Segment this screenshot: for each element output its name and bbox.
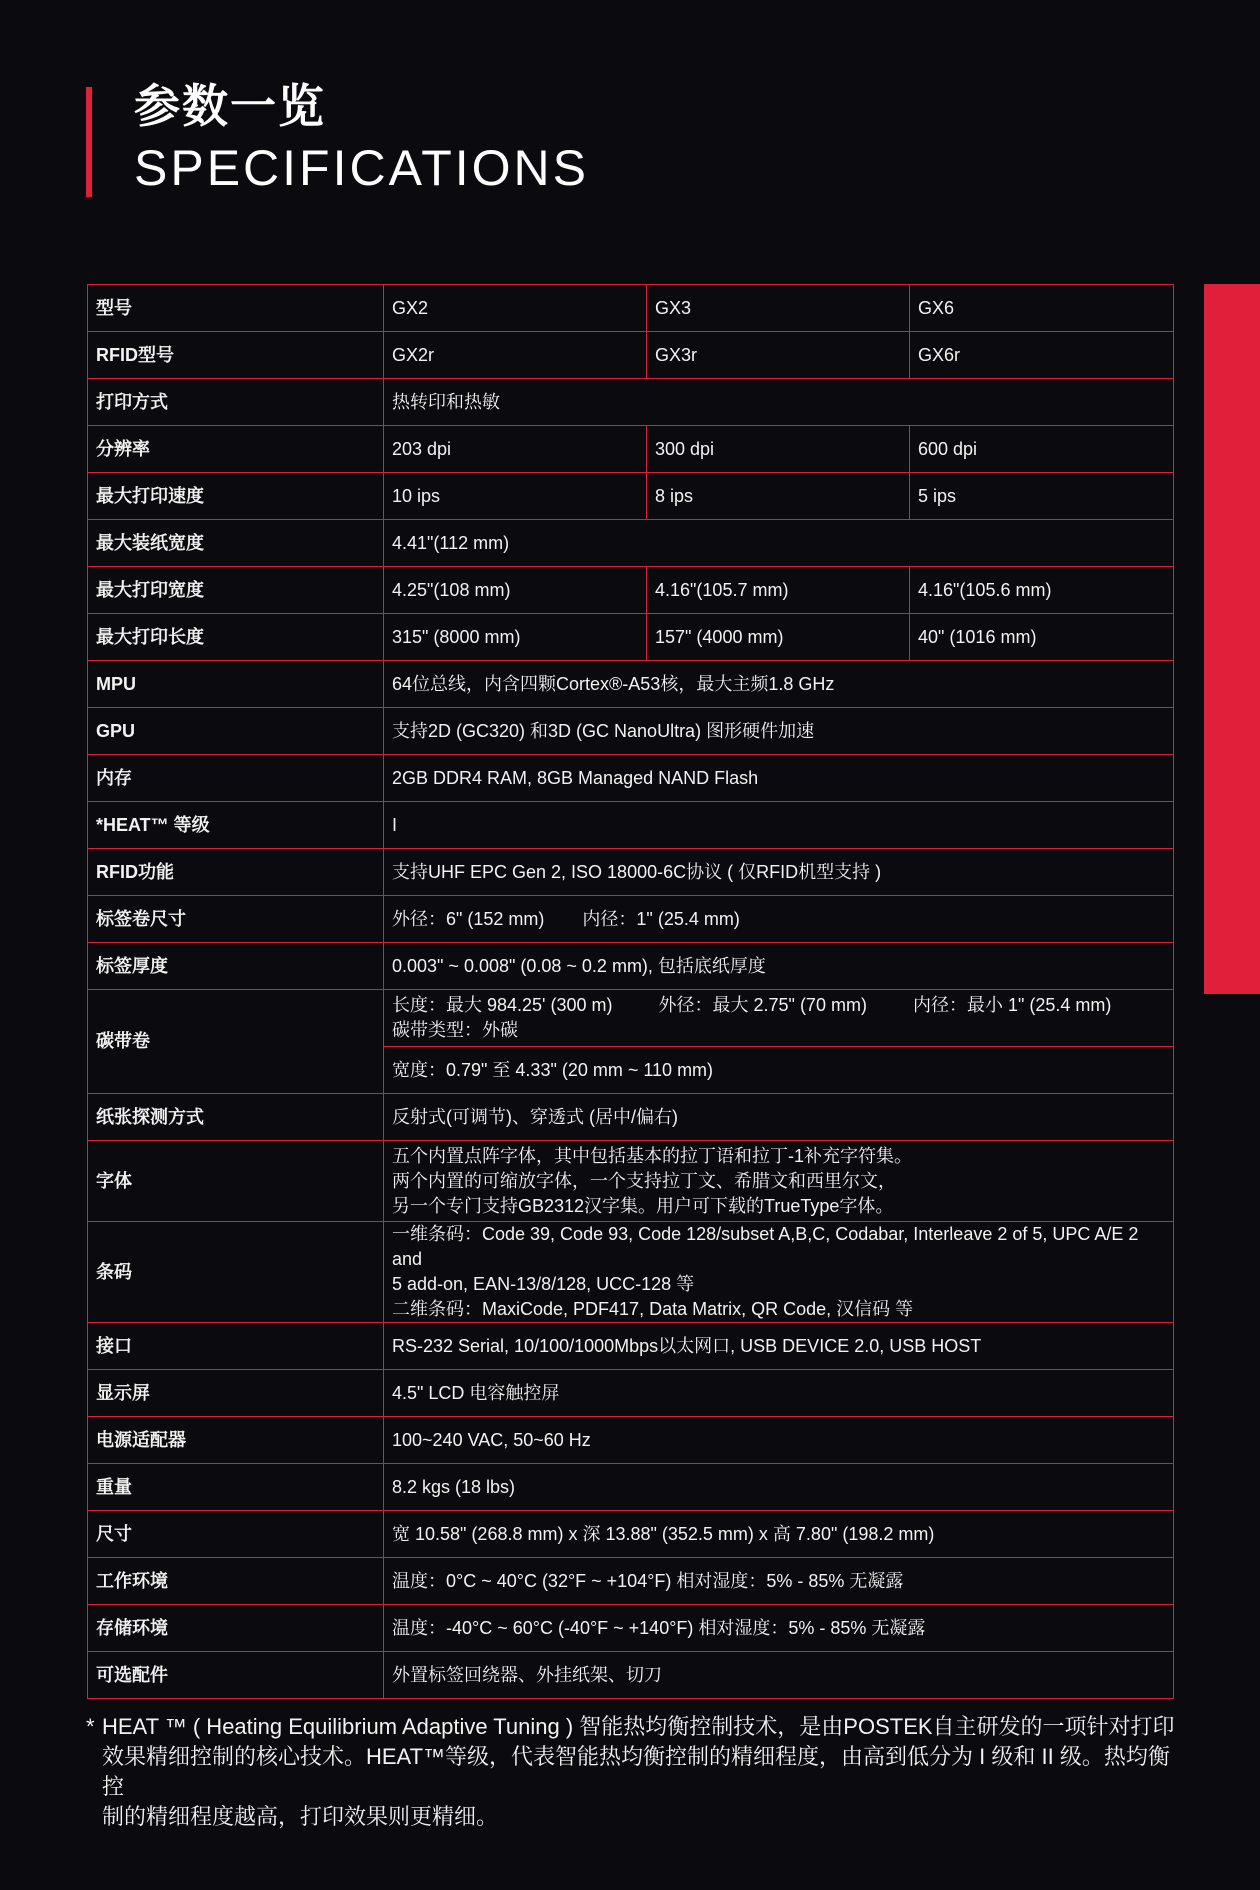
value-max-speed-3: 5 ips: [910, 473, 1174, 520]
value-max-print-width-2: 4.16"(105.7 mm): [647, 567, 910, 614]
value-rfid-model-2: GX3r: [647, 332, 910, 379]
page-title-en: SPECIFICATIONS: [134, 140, 590, 196]
row-storage-env: [88, 1605, 1174, 1652]
title-accent-bar: [86, 87, 92, 197]
row-display: [88, 1370, 1174, 1417]
row-resolution: [88, 426, 1174, 473]
value-print-method: 热转印和热敏: [384, 379, 1174, 426]
value-rfid-model-3: GX6r: [910, 332, 1174, 379]
value-ribbon-dims: [384, 990, 1174, 1047]
label-max-speed: 最大打印速度: [88, 473, 384, 520]
row-heat-level: [88, 802, 1174, 849]
label-dimensions: 尺寸: [88, 1511, 384, 1558]
value-display: 4.5" LCD 电容触控屏: [384, 1370, 1174, 1417]
fonts-line-1: 五个内置点阵字体，其中包括基本的拉丁语和拉丁-1补充字符集。: [392, 1145, 913, 1166]
label-max-print-width: 最大打印宽度: [88, 567, 384, 614]
label-power: 电源适配器: [88, 1417, 384, 1464]
row-label-roll: [88, 896, 1174, 943]
footnote-line-1: HEAT ™ ( Heating Equilibrium Adaptive Tuning ) 智能热均衡控制技术，是由POSTEK自主研发的一项针对打印: [102, 1714, 1175, 1739]
row-max-print-length: [88, 614, 1174, 661]
value-power: 100~240 VAC, 50~60 Hz: [384, 1417, 1174, 1464]
value-resolution-3: 600 dpi: [910, 426, 1174, 473]
row-max-print-width: [88, 567, 1174, 614]
row-rfid-function: [88, 849, 1174, 896]
row-rfid-model: [88, 332, 1174, 379]
row-ribbon: [88, 990, 1174, 1047]
label-max-print-length: 最大打印长度: [88, 614, 384, 661]
label-heat-level: *HEAT™ 等级: [88, 802, 384, 849]
barcode-line-2: 5 add-on, EAN-13/8/128, UCC-128 等: [392, 1274, 695, 1294]
label-resolution: 分辨率: [88, 426, 384, 473]
value-interface: RS-232 Serial, 10/100/1000Mbps以太网口, USB DEVICE 2.0, USB HOST: [384, 1323, 1174, 1370]
ribbon-outer: 外径：最大 2.75" (70 mm): [658, 995, 867, 1015]
row-max-speed: [88, 473, 1174, 520]
value-max-print-length-1: 315" (8000 mm): [384, 614, 647, 661]
label-interface: 接口: [88, 1323, 384, 1370]
value-fonts: [384, 1141, 1174, 1222]
value-resolution-2: 300 dpi: [647, 426, 910, 473]
value-label-roll: [384, 896, 1174, 943]
value-heat-level: I: [384, 802, 1174, 849]
label-ribbon: 碳带卷: [88, 990, 384, 1094]
value-max-print-width-3: 4.16"(105.6 mm): [910, 567, 1174, 614]
value-gpu: 支持2D (GC320) 和3D (GC NanoUltra) 图形硬件加速: [384, 708, 1174, 755]
value-label-thickness: 0.003" ~ 0.008" (0.08 ~ 0.2 mm), 包括底纸厚度: [384, 943, 1174, 990]
row-print-method: [88, 379, 1174, 426]
label-rfid-model: RFID型号: [88, 332, 384, 379]
value-operating-env: 温度：0°C ~ 40°C (32°F ~ +104°F) 相对湿度：5% - 85% 无凝露: [384, 1558, 1174, 1605]
label-weight: 重量: [88, 1464, 384, 1511]
value-memory: 2GB DDR4 RAM, 8GB Managed NAND Flash: [384, 755, 1174, 802]
label-max-media-width: 最大装纸宽度: [88, 520, 384, 567]
row-sensor: [88, 1094, 1174, 1141]
value-mpu: 64位总线，内含四颗Cortex®-A53核，最大主频1.8 GHz: [384, 661, 1174, 708]
label-accessories: 可选配件: [88, 1652, 384, 1699]
barcode-line-3: 二维条码：MaxiCode, PDF417, Data Matrix, QR Code, 汉信码 等: [392, 1299, 914, 1319]
value-sensor: 反射式(可调节)、穿透式 (居中/偏右): [384, 1094, 1174, 1141]
value-accessories: 外置标签回绕器、外挂纸架、切刀: [384, 1652, 1174, 1699]
fonts-line-3: 另一个专门支持GB2312汉字集。用户可下载的TrueType字体。: [392, 1195, 894, 1216]
label-memory: 内存: [88, 755, 384, 802]
value-max-speed-2: 8 ips: [647, 473, 910, 520]
ribbon-type: 碳带类型：外碳: [392, 1020, 518, 1040]
footnote-line-2: 效果精细控制的核心技术。HEAT™等级，代表智能热均衡控制的精细程度，由高到低分为 I 级和 II 级。热均衡控: [102, 1744, 1170, 1799]
barcode-line-1: 一维条码：Code 39, Code 93, Code 128/subset A,B,C, Codabar, Interleave 2 of 5, UPC A/E 2 and: [392, 1224, 1139, 1269]
row-max-media-width: [88, 520, 1174, 567]
row-weight: [88, 1464, 1174, 1511]
row-gpu: [88, 708, 1174, 755]
row-label-thickness: [88, 943, 1174, 990]
spec-table: [87, 284, 1174, 1699]
row-fonts: [88, 1141, 1174, 1222]
row-model: [88, 285, 1174, 332]
label-label-roll: 标签卷尺寸: [88, 896, 384, 943]
value-max-print-length-3: 40" (1016 mm): [910, 614, 1174, 661]
label-roll-inner: 内径：1" (25.4 mm): [582, 908, 740, 929]
value-rfid-function: 支持UHF EPC Gen 2, ISO 18000-6C协议 ( 仅RFID机型支持 ): [384, 849, 1174, 896]
footnote-line-3: 制的精细程度越高，打印效果则更精细。: [102, 1804, 499, 1829]
label-model: 型号: [88, 285, 384, 332]
value-storage-env: 温度：-40°C ~ 60°C (-40°F ~ +140°F) 相对湿度：5% - 85% 无凝露: [384, 1605, 1174, 1652]
value-weight: 8.2 kgs (18 lbs): [384, 1464, 1174, 1511]
row-memory: [88, 755, 1174, 802]
footnote: [86, 1712, 1176, 1832]
label-label-thickness: 标签厚度: [88, 943, 384, 990]
row-operating-env: [88, 1558, 1174, 1605]
label-fonts: 字体: [88, 1141, 384, 1222]
value-max-print-length-2: 157" (4000 mm): [647, 614, 910, 661]
footnote-star: *: [86, 1714, 95, 1739]
label-storage-env: 存储环境: [88, 1605, 384, 1652]
value-rfid-model-1: GX2r: [384, 332, 647, 379]
row-interface: [88, 1323, 1174, 1370]
value-model-gx3: GX3: [647, 285, 910, 332]
row-mpu: [88, 661, 1174, 708]
label-sensor: 纸张探测方式: [88, 1094, 384, 1141]
row-barcode: [88, 1222, 1174, 1323]
label-print-method: 打印方式: [88, 379, 384, 426]
value-dimensions: 宽 10.58" (268.8 mm) x 深 13.88" (352.5 mm) x 高 7.80" (198.2 mm): [384, 1511, 1174, 1558]
label-mpu: MPU: [88, 661, 384, 708]
label-display: 显示屏: [88, 1370, 384, 1417]
label-gpu: GPU: [88, 708, 384, 755]
fonts-line-2: 两个内置的可缩放字体，一个支持拉丁文、希腊文和西里尔文，: [392, 1170, 896, 1191]
row-power: [88, 1417, 1174, 1464]
ribbon-length: 长度：最大 984.25' (300 m): [392, 995, 613, 1015]
value-ribbon-width: 宽度：0.79" 至 4.33" (20 mm ~ 110 mm): [384, 1047, 1174, 1094]
label-operating-env: 工作环境: [88, 1558, 384, 1605]
value-model-gx6: GX6: [910, 285, 1174, 332]
label-barcode: 条码: [88, 1222, 384, 1323]
label-rfid-function: RFID功能: [88, 849, 384, 896]
page-title-cn: 参数一览: [134, 80, 326, 132]
value-max-media-width: 4.41"(112 mm): [384, 520, 1174, 567]
value-max-speed-1: 10 ips: [384, 473, 647, 520]
value-max-print-width-1: 4.25"(108 mm): [384, 567, 647, 614]
label-roll-outer: 外径：6" (152 mm): [392, 908, 545, 929]
row-accessories: [88, 1652, 1174, 1699]
value-resolution-1: 203 dpi: [384, 426, 647, 473]
value-model-gx2: GX2: [384, 285, 647, 332]
row-dimensions: [88, 1511, 1174, 1558]
value-barcode: [384, 1222, 1174, 1323]
side-accent-bar: [1204, 284, 1260, 994]
ribbon-inner: 内径：最小 1" (25.4 mm): [912, 995, 1112, 1015]
